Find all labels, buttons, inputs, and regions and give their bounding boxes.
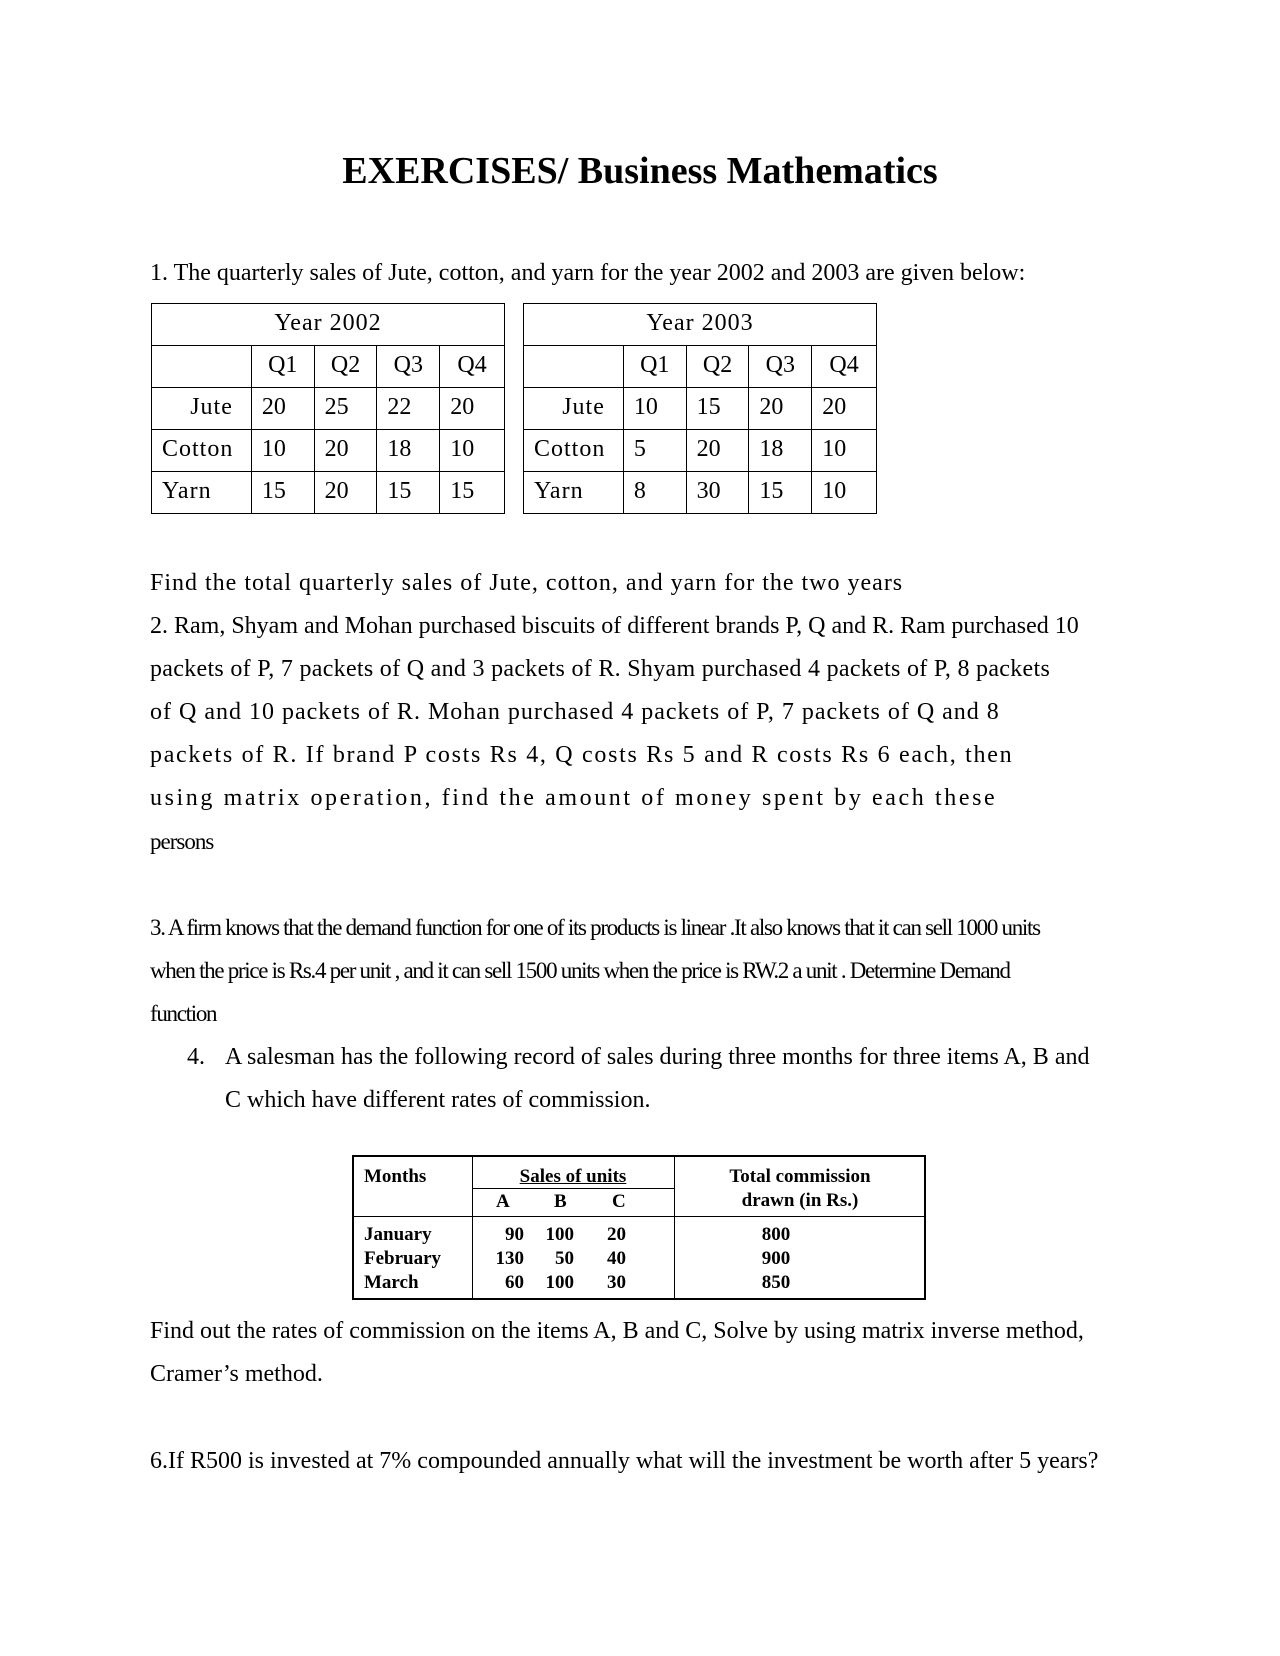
sales-table-2003 (523, 303, 877, 514)
table-row (524, 388, 877, 430)
q2-line-2: packets of P, 7 packets of Q and 3 packets of R. Shyam purchased 4 packets of P, 8 packets (150, 656, 1051, 682)
quarter-header: Q3 (749, 346, 812, 388)
q3-line-2: when the price is Rs.4 per unit , and it can sell 1500 units when the price is RW.2 a unit . Determine Demand (150, 958, 1010, 983)
table-cell: 22 (377, 388, 440, 430)
quarter-header: Q4 (812, 346, 877, 388)
table-cell: 30 (686, 472, 749, 514)
table-cell: 8 (623, 472, 686, 514)
q3-line-1: 3. A firm knows that the demand function for one of its products is linear .It also knows that it can sell 1000 units (150, 915, 1040, 940)
q2-line-5: using matrix operation, find the amount of money spent by each these (150, 785, 998, 811)
q4-line-2: C which have different rates of commission. (225, 1087, 651, 1113)
page-title: EXERCISES/ Business Mathematics (342, 150, 938, 192)
table-divider (354, 1216, 924, 1217)
table-row (152, 388, 505, 430)
row-item-label: Yarn (152, 472, 252, 514)
sales-a: 60 (505, 1272, 524, 1293)
q1-intro: 1. The quarterly sales of Jute, cotton, and yarn for the year 2002 and 2003 are given below: (150, 260, 1026, 286)
table-row (152, 430, 505, 472)
table-row (524, 430, 877, 472)
table-year-label: Year 2003 (524, 304, 877, 346)
q4-task-line-2: Cramer’s method. (150, 1361, 323, 1387)
table-cell: 10 (812, 430, 877, 472)
commission-value: 900 (761, 1248, 791, 1269)
row-item-label: Cotton (152, 430, 252, 472)
sales-a: 130 (495, 1248, 524, 1269)
table-cell: 20 (812, 388, 877, 430)
table-cell: 10 (251, 430, 314, 472)
table-cell: 20 (314, 472, 377, 514)
sales-c: 30 (607, 1272, 626, 1293)
table-cell: 20 (251, 388, 314, 430)
commission-header-line-2: drawn (in Rs.) (741, 1190, 859, 1211)
table-cell: 15 (251, 472, 314, 514)
table-cell: 20 (686, 430, 749, 472)
months-header: Months (364, 1166, 427, 1187)
table-cell: 10 (812, 472, 877, 514)
item-header-a: A (496, 1191, 510, 1212)
table-cell: 20 (314, 430, 377, 472)
commission-value: 800 (761, 1224, 791, 1245)
table-cell: 25 (314, 388, 377, 430)
sales-a: 90 (505, 1224, 524, 1245)
table-corner-cell (152, 346, 252, 388)
quarter-header: Q3 (377, 346, 440, 388)
row-item-label: Cotton (524, 430, 624, 472)
q2-line-4: packets of R. If brand P costs Rs 4, Q costs Rs 5 and R costs Rs 6 each, then (150, 742, 1014, 768)
sales-b: 100 (545, 1272, 574, 1293)
table-corner-cell (524, 346, 624, 388)
q2-line-6: persons (150, 829, 214, 854)
sales-header: Sales of units (519, 1166, 627, 1187)
month-label: February (364, 1248, 442, 1269)
q4-line-1: A salesman has the following record of sales during three months for three items A, B and (225, 1044, 1090, 1070)
table-cell: 20 (440, 388, 505, 430)
table-cell: 10 (623, 388, 686, 430)
commission-header-line-1: Total commission (729, 1166, 871, 1187)
table-cell: 20 (749, 388, 812, 430)
table-row (152, 472, 505, 514)
quarter-header: Q1 (251, 346, 314, 388)
table-cell: 18 (749, 430, 812, 472)
quarter-header: Q1 (623, 346, 686, 388)
q1-task: Find the total quarterly sales of Jute, cotton, and yarn for the two years (150, 570, 904, 596)
table-year-label: Year 2002 (152, 304, 505, 346)
quarter-header: Q2 (314, 346, 377, 388)
table-cell: 15 (686, 388, 749, 430)
item-header-b: B (554, 1191, 567, 1212)
sales-c: 20 (607, 1224, 626, 1245)
q3-line-3: function (150, 1001, 217, 1026)
table-cell: 15 (377, 472, 440, 514)
q4-task-line-1: Find out the rates of commission on the items A, B and C, Solve by using matrix inverse method, (150, 1318, 1084, 1344)
month-label: March (364, 1272, 419, 1293)
q4-number: 4. (187, 1044, 205, 1070)
table-row (524, 472, 877, 514)
sales-b: 100 (545, 1224, 574, 1245)
commission-table (352, 1155, 926, 1300)
quarter-header: Q2 (686, 346, 749, 388)
table-cell: 18 (377, 430, 440, 472)
row-item-label: Jute (152, 388, 252, 430)
row-item-label: Yarn (524, 472, 624, 514)
sales-table-2002 (151, 303, 505, 514)
quarter-header: Q4 (440, 346, 505, 388)
commission-value: 850 (761, 1272, 791, 1293)
q2-line-3: of Q and 10 packets of R. Mohan purchased 4 packets of P, 7 packets of Q and 8 (150, 699, 1000, 725)
table-cell: 15 (440, 472, 505, 514)
sales-c: 40 (607, 1248, 626, 1269)
month-label: January (364, 1224, 432, 1245)
q6-text: 6.If R500 is invested at 7% compounded annually what will the investment be worth after 5 years? (150, 1448, 1099, 1474)
sales-b: 50 (555, 1248, 574, 1269)
row-item-label: Jute (524, 388, 624, 430)
item-header-c: C (612, 1191, 626, 1212)
q2-line-1: 2. Ram, Shyam and Mohan purchased biscuits of different brands P, Q and R. Ram purchased 10 (150, 613, 1079, 639)
table-cell: 10 (440, 430, 505, 472)
table-cell: 5 (623, 430, 686, 472)
table-cell: 15 (749, 472, 812, 514)
